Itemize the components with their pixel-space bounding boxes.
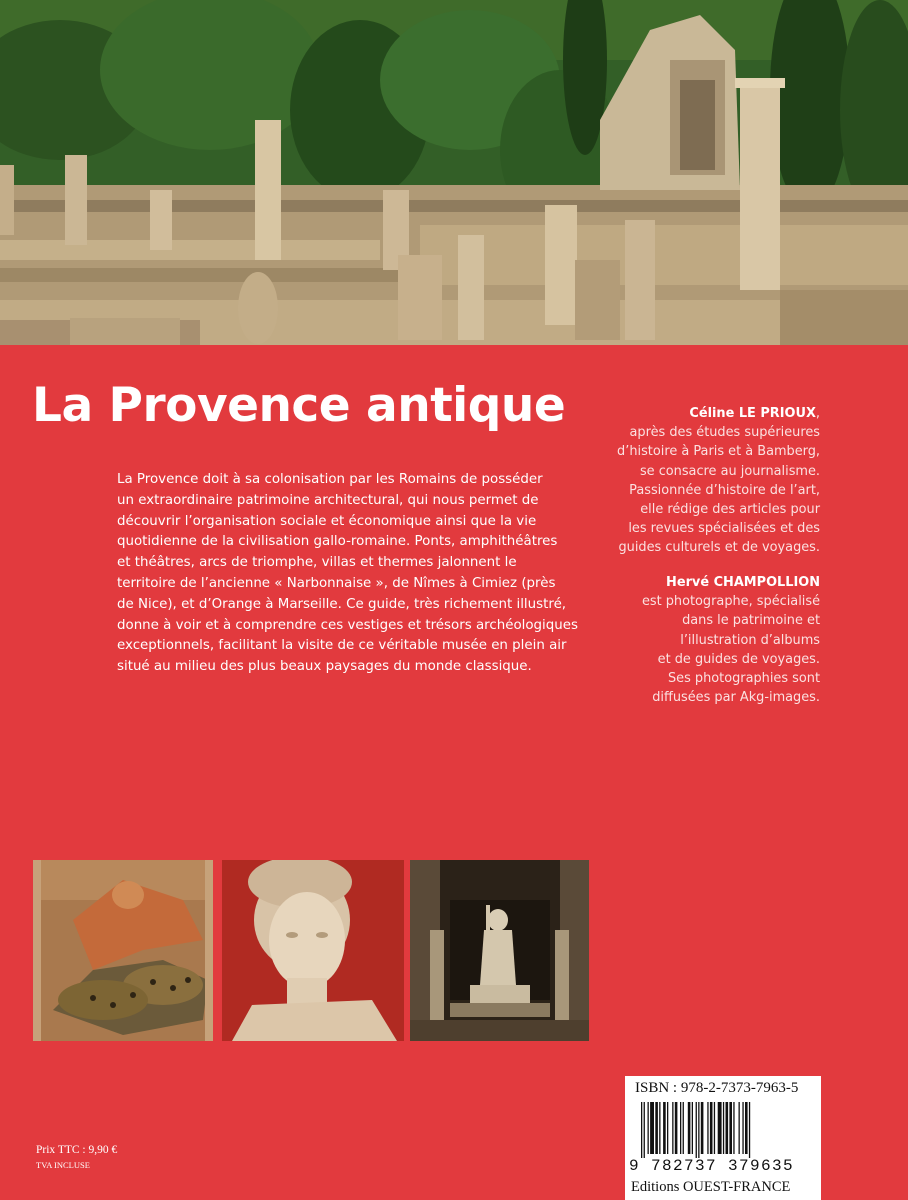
description-line: situé au milieu des plus beaux paysages du monde classique.: [117, 659, 532, 675]
barcode-bar: [714, 1102, 715, 1154]
author-name: Hervé CHAMPOLLION: [666, 575, 820, 590]
author-bio-line: elle rédige des articles pour: [640, 502, 820, 518]
isbn-barcode-block: [625, 1076, 821, 1200]
author-bio-line: est photographe, spécialisé: [641, 594, 820, 610]
barcode-bar: [745, 1102, 748, 1154]
description-line: exceptionnels, facilitant la visite de ce véritable musée en plein air: [117, 638, 567, 654]
tax-note: TVA INCLUSE: [36, 1160, 90, 1170]
description-line: découvrir l’organisation sociale et économique ainsi que la vie: [117, 513, 537, 529]
publisher-name: Editions OUEST-FRANCE: [631, 1179, 791, 1195]
barcode-bar: [710, 1102, 713, 1154]
description-line: un extraordinaire patrimoine architectural, qui nous permet de: [117, 492, 539, 508]
barcode-bar: [648, 1102, 649, 1154]
marble-bust-photo: [222, 860, 404, 1041]
description-line: territoire de l’ancienne « Narbonnaise », de Nîmes à Cimiez (près: [117, 575, 556, 591]
author-bio-line: d’histoire à Paris et à Bamberg,: [617, 444, 820, 460]
author-name: Céline LE PRIOUX: [689, 406, 816, 421]
barcode-bar: [729, 1102, 732, 1154]
author-bio-line: après des études supérieures: [629, 425, 820, 441]
barcode-bar: [688, 1102, 691, 1154]
barcode-bar: [659, 1102, 660, 1154]
barcode-bar: [698, 1102, 699, 1158]
mosaic-leopards-photo: [33, 860, 213, 1041]
barcode-bar: [675, 1102, 678, 1154]
author-bio-line: diffusées par Akg-images.: [652, 690, 820, 706]
author-bio-line: les revues spécialisées et des: [628, 521, 820, 537]
author-bio-line: l’illustration d’albums: [680, 632, 820, 648]
description-line: quotidienne de la civilisation gallo-romaine. Ponts, amphithéâtres: [117, 534, 558, 550]
barcode-digits: 9 782737 379635: [629, 1157, 795, 1175]
book-description: [117, 470, 587, 678]
barcode-bar: [641, 1102, 642, 1158]
barcode-bar: [723, 1102, 724, 1154]
author-bio-line: guides culturels et de voyages.: [618, 540, 820, 556]
author-name-suffix: ,: [815, 406, 820, 421]
barcode-bar: [701, 1102, 704, 1154]
description-line: donne à voir et à comprendre ces vestiges et trésors archéologiques: [117, 617, 578, 633]
author-bio-line: et de guides de voyages.: [657, 651, 820, 667]
barcode-bar: [650, 1102, 654, 1154]
barcode-bar: [683, 1102, 684, 1154]
barcode-bar: [644, 1102, 645, 1158]
author-bio-line: dans le patrimoine et: [682, 613, 820, 629]
author-bio-herve-champollion: [642, 573, 820, 707]
barcode-bar: [749, 1102, 750, 1158]
author-bio-celine-le-prioux: [617, 404, 820, 558]
price-label: Prix TTC : 9,90 €: [36, 1144, 118, 1156]
book-title: La Provence antique: [32, 378, 566, 433]
barcode-bar: [696, 1102, 697, 1158]
barcode-bar: [733, 1102, 734, 1154]
author-bio-line: se consacre au journalisme.: [639, 463, 820, 479]
barcode-bar: [739, 1102, 740, 1154]
barcode-image: [639, 1102, 809, 1158]
barcode-bar: [680, 1102, 681, 1154]
author-bio-line: Ses photographies sont: [668, 671, 820, 687]
roman-ruins-photo: [0, 0, 908, 345]
barcode-bar: [707, 1102, 708, 1154]
isbn-text: ISBN : 978-2-7373-7963-5: [635, 1080, 799, 1096]
barcode-bar: [663, 1102, 666, 1154]
barcode-bar: [667, 1102, 668, 1154]
description-line: La Provence doit à sa colonisation par les Romains de posséder: [117, 472, 543, 487]
description-line: de Nice), et d’Orange à Marseille. Ce guide, très richement illustré,: [117, 596, 567, 612]
barcode-bar: [672, 1102, 673, 1154]
barcode-bar: [726, 1102, 729, 1154]
barcode-bar: [718, 1102, 722, 1154]
barcode-bar: [655, 1102, 658, 1154]
emperor-statue-photo: [410, 860, 589, 1041]
barcode-bar: [742, 1102, 743, 1154]
author-bio-line: Passionnée d’histoire de l’art,: [629, 482, 820, 498]
description-line: et théâtres, arcs de triomphe, villas et thermes jalonnent le: [117, 555, 517, 571]
barcode-bar: [692, 1102, 693, 1154]
